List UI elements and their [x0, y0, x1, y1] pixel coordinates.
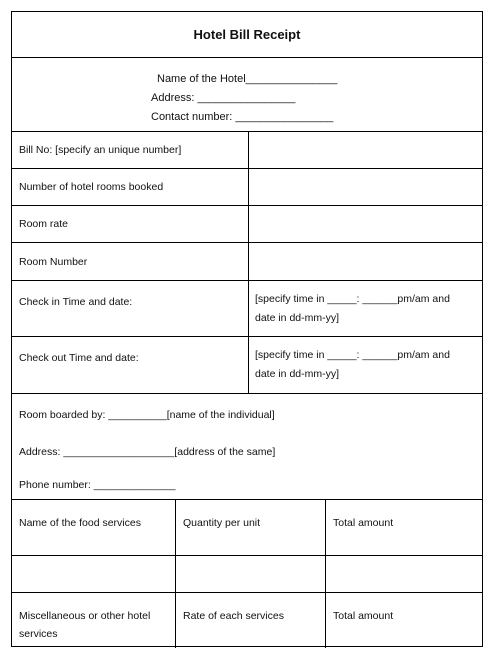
guest-phone-line: Phone number: ______________ — [19, 479, 176, 491]
room-boarded-by-line: Room boarded by: __________[name of the individual] — [19, 409, 275, 421]
quantity-entry[interactable] — [176, 556, 326, 592]
check-out-date-instruction: date in dd-mm-yy] — [255, 368, 340, 380]
bill-no-value[interactable] — [249, 132, 482, 168]
check-in-time-instruction: [specify time in _____: ______pm/am and — [255, 292, 450, 305]
room-number-value[interactable] — [249, 243, 482, 280]
receipt-title: Hotel Bill Receipt — [193, 27, 301, 42]
check-in-date-instruction: date in dd-mm-yy] — [255, 311, 340, 324]
services-entry-row — [12, 556, 482, 593]
room-number-label: Room Number — [12, 243, 249, 280]
room-rate-label: Room rate — [12, 206, 249, 242]
rooms-booked-row — [12, 169, 482, 206]
check-out-row — [12, 337, 482, 394]
guest-info-section — [12, 394, 482, 500]
misc-total-amount-label: Total amount — [333, 610, 394, 622]
rate-of-services-label: Rate of each services — [176, 593, 326, 648]
hotel-bill-receipt-form — [11, 11, 483, 647]
food-services-header: Name of the food services — [12, 500, 176, 555]
services-header-row — [12, 500, 482, 556]
hotel-address-line: Address: ________________ — [151, 92, 296, 104]
hotel-contact-line: Contact number: ________________ — [151, 111, 334, 123]
receipt-title-row — [12, 12, 482, 58]
room-rate-value[interactable] — [249, 206, 482, 242]
total-amount-entry[interactable] — [326, 556, 482, 592]
rooms-booked-label: Number of hotel rooms booked — [12, 169, 249, 205]
bill-no-row — [12, 132, 482, 169]
room-number-row — [12, 243, 482, 281]
rooms-booked-value[interactable] — [249, 169, 482, 205]
hotel-name-line: Name of the Hotel_______________ — [157, 73, 338, 85]
food-service-entry[interactable] — [12, 556, 176, 592]
check-in-label: Check in Time and date: — [12, 281, 249, 336]
check-out-value[interactable] — [249, 337, 482, 393]
misc-services-label: Miscellaneous or other hotel services — [12, 593, 176, 648]
guest-address-line: Address: ___________________[address of the same] — [19, 446, 276, 458]
total-amount-header: Total amount — [333, 517, 394, 529]
room-rate-row — [12, 206, 482, 243]
check-out-label: Check out Time and date: — [12, 337, 249, 393]
check-in-row — [12, 281, 482, 337]
hotel-info-section — [12, 58, 482, 132]
bill-no-label: Bill No: [specify an unique number] — [12, 132, 249, 168]
misc-services-row — [12, 593, 482, 648]
quantity-per-unit-header: Quantity per unit — [176, 500, 326, 555]
check-in-value[interactable] — [249, 281, 482, 336]
check-out-time-instruction: [specify time in _____: ______pm/am and — [255, 349, 450, 361]
